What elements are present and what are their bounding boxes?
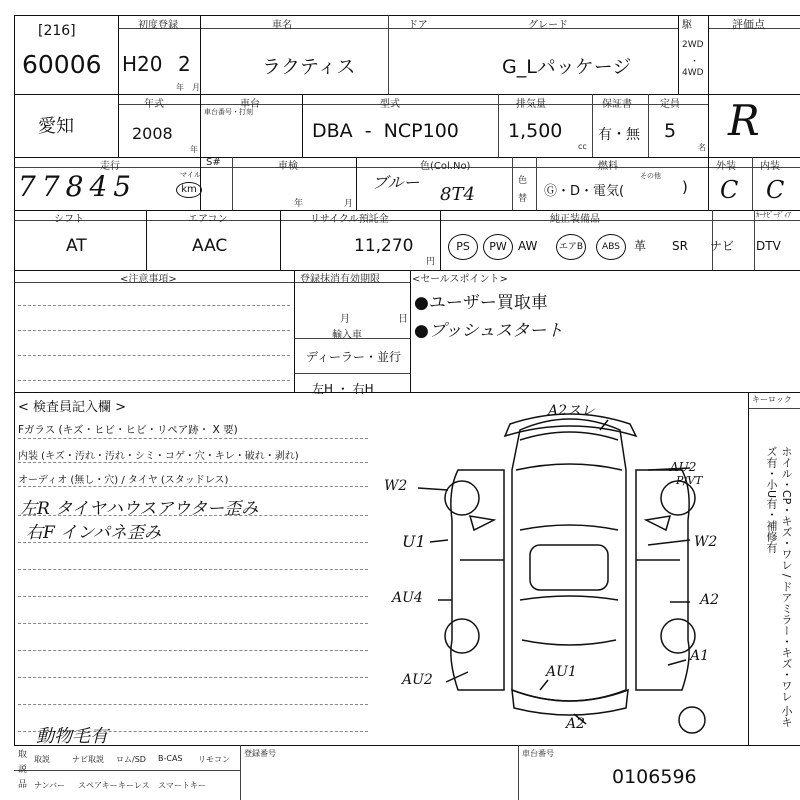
color-change-label: 色替 [518, 176, 528, 204]
note-hand-3: 動物毛有 [36, 726, 108, 747]
sales-label: <セールスポイント> [412, 274, 508, 285]
expiry-day: 日 [398, 314, 408, 325]
shift-label: シフト [54, 214, 84, 225]
sales-point-2: ●プッシュスタート [414, 321, 564, 341]
ext-hand: C [720, 176, 739, 204]
drive-4wd: 4WD [682, 68, 704, 78]
chassis-label: 車台番号 [522, 749, 554, 758]
equipment-item: ナビ [710, 239, 735, 253]
equipment-item: DTV [756, 239, 781, 253]
equipment-item: SR [672, 239, 688, 253]
dealer-option: ディーラー・並行 [306, 350, 402, 364]
grade-label: グレード [528, 20, 568, 31]
footer-item: スマートキー [158, 781, 206, 790]
recycle-label: リサイクル預託金 [310, 214, 389, 225]
footer-item: スペアキー [78, 781, 118, 790]
note-hand-2: 右F インパネ歪み [26, 523, 162, 543]
inspector-label: < 検査員記入欄 > [18, 400, 127, 415]
diagram-mark: A2 [566, 716, 586, 732]
diagram-mark: P/VT [676, 474, 703, 487]
name-label: 車名 [272, 20, 292, 31]
equipment-item: ABS [596, 234, 626, 260]
equipment-item: PS [448, 234, 478, 260]
diagram-mark: U1 [402, 532, 426, 551]
recycle: 11,270 [354, 236, 414, 256]
prefecture: 愛知 [38, 116, 74, 137]
type-label: 型式 [380, 99, 400, 110]
dtv-label: ｶｰﾅﾋﾞｰﾃﾞｨｱ [756, 211, 791, 219]
drive-2wd: 2WD [682, 40, 704, 50]
color-label: 色(Col.No) [420, 161, 471, 172]
lot-prefix: [216] [38, 23, 76, 39]
inspection-year-unit: 年 [294, 199, 304, 209]
footer-left: 取説品 [18, 750, 28, 790]
score-label: 評価点 [732, 18, 765, 31]
seats-label: 定員 [660, 99, 680, 110]
warranty: 有・無 [598, 127, 640, 143]
diagram-mark: AU2 [402, 672, 433, 688]
int-hand: C [766, 176, 785, 204]
reg-era: H20 [122, 52, 163, 76]
reg-month: 2 [178, 52, 191, 76]
month-unit: 月 [192, 83, 200, 92]
diagram-mark: AU4 [392, 590, 423, 606]
interior-line: 内装 (キズ・汚れ・汚れ・シミ・コゲ・穴・キレ・破れ・剥れ) [18, 451, 299, 462]
equipment-label: 純正装備品 [550, 214, 600, 225]
model-year: 2008 [132, 124, 173, 143]
reg-expiry-label: 登録抹消有効期限 [300, 274, 380, 285]
equipment-item: エアB [556, 234, 586, 260]
diagram-mark: A2スレ [548, 403, 596, 419]
int-label: 内装 [760, 161, 780, 172]
ac-label: エアコン [188, 214, 228, 225]
model-year-unit: 年 [190, 145, 198, 154]
footer-item: リモコン [198, 755, 230, 764]
mileage-unit-top: マイル [180, 171, 201, 179]
inspection-label: 車検 [278, 161, 298, 172]
frame-sub: 車台番号・打刻 [204, 108, 253, 116]
fuel-options: Ⓖ・D・電気( [544, 184, 625, 199]
note-hand-1: 左R タイヤハウスアウター歪み [20, 499, 259, 519]
diagram-mark: A2 [700, 592, 720, 608]
yen-unit: 円 [426, 257, 436, 267]
inspection-month-unit: 月 [344, 199, 354, 209]
displacement: 1,500 [508, 120, 563, 142]
glass-line: Fガラス (キズ・ヒビ・ヒビ・リペア跡・ X 要) [18, 424, 238, 436]
model-code: DBA - NCP100 [312, 120, 459, 142]
reg-no-label: 登録番号 [244, 749, 276, 758]
model-year-label: 年式 [144, 99, 164, 110]
equipment-item: AW [518, 239, 538, 253]
frame-label: 車台 [240, 99, 260, 110]
notes-label: <注意事項> [120, 274, 177, 285]
color-code-hand: 8T4 [440, 184, 475, 205]
mileage-label: 走行 [100, 161, 120, 172]
equipment-item: 革 [634, 239, 647, 253]
diagram-mark: W2 [384, 478, 408, 494]
warranty-label: 保証書 [602, 99, 632, 110]
equipment-item: PW [483, 234, 513, 260]
footer-item: ナビ取説 [72, 755, 104, 764]
drive-label: 駆 [682, 20, 692, 31]
import-label: 輸入車 [332, 330, 362, 341]
mileage: 77845 [18, 170, 138, 203]
reg-year-label: 初度登録 [138, 20, 178, 31]
vertical-text: ホイル・CP・キズ・ワレ / ドアミラー・キズ・ワレ 小キズ有・小U有・補修有 [765, 446, 793, 728]
expiry-month: 月 [340, 314, 350, 325]
drive-sep: ・ [690, 57, 700, 67]
diagram-mark: A1 [690, 648, 710, 664]
score-hand: R [728, 96, 760, 145]
displacement-label: 排気量 [516, 99, 546, 110]
car-name: ラクティス [262, 56, 356, 78]
diagram-mark: AU2 [670, 460, 697, 474]
color-hand: ブルー [372, 173, 420, 192]
handle-option: 左H ・ 右H [312, 382, 374, 396]
keyless-label: キーロック [752, 395, 792, 404]
chassis-number: 0106596 [612, 766, 697, 788]
mileage-unit: km [176, 182, 202, 198]
door-label: ドア [408, 20, 428, 31]
footer-item: B-CAS [158, 754, 183, 763]
fuel-close: ) [682, 178, 688, 196]
lot-number: 60006 [22, 50, 102, 79]
grade: G_Lパッケージ [502, 56, 632, 78]
diagram-mark: AU1 [546, 664, 577, 680]
diagram-mark: W2 [694, 534, 718, 550]
year-unit: 年 [176, 83, 184, 92]
seats: 5 [664, 120, 677, 142]
fuel-label: 燃料 [598, 161, 618, 172]
seats-unit: 名 [698, 143, 706, 152]
s-label: S# [206, 157, 221, 168]
footer-item: 取説 [34, 755, 50, 764]
footer-item: ロム/SD [116, 755, 146, 764]
audio-line: オーディオ (無し・穴) / タイヤ (スタッドレス) [18, 475, 229, 486]
cc-unit: cc [578, 142, 587, 151]
ext-label: 外装 [716, 161, 736, 172]
shift: AT [66, 236, 87, 256]
sales-point-1: ●ユーザー買取車 [414, 293, 548, 313]
fuel-other: その他 [640, 172, 661, 180]
footer-item: キーレス [118, 781, 150, 790]
footer-item: ナンバー [34, 781, 66, 790]
ac: AAC [192, 236, 228, 256]
